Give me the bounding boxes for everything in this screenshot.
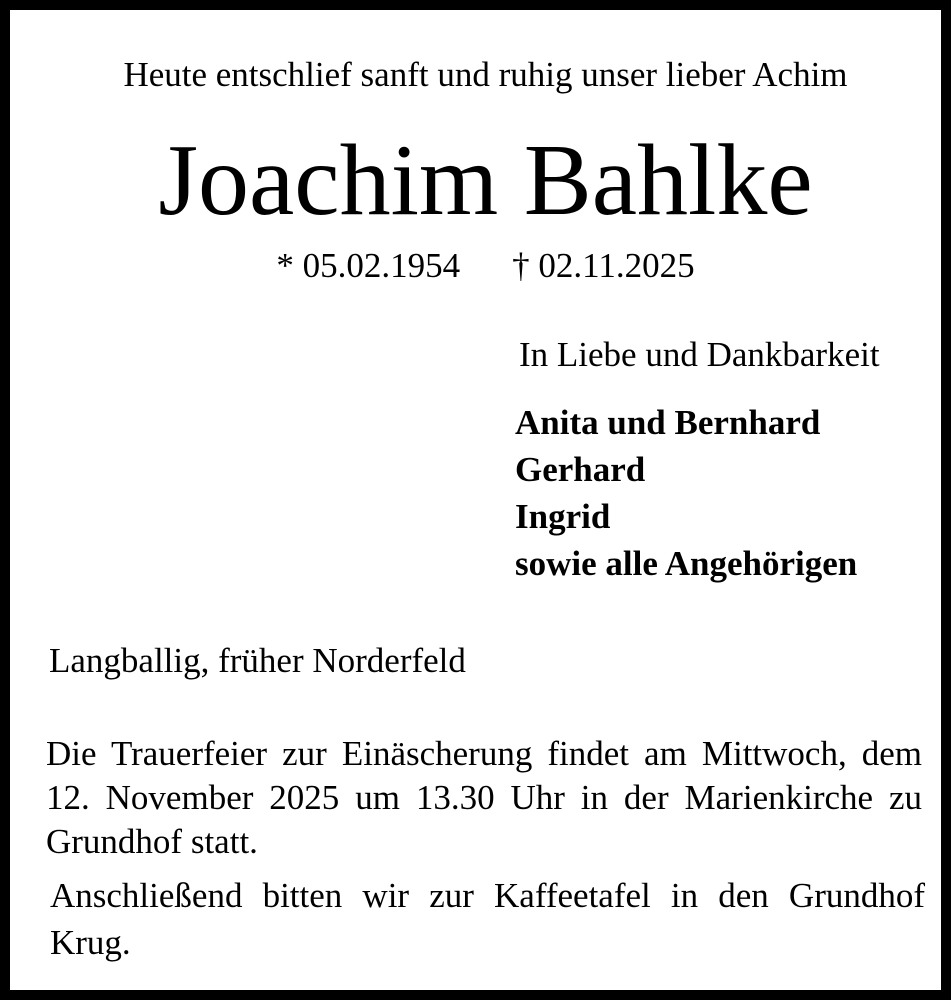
family-member: Gerhard bbox=[515, 450, 646, 489]
thanks-line: In Liebe und Dankbarkeit bbox=[519, 335, 880, 374]
death-date: † 02.11.2025 bbox=[512, 246, 695, 285]
family-member: sowie alle Angehörigen bbox=[515, 544, 858, 583]
coffee-paragraph: Anschließend bitten wir zur Kaffeetafel in den Grundhof Krug. bbox=[50, 876, 925, 962]
intro-line: Heute entschlief sanft und ruhig unser lieber Achim bbox=[123, 55, 848, 94]
family-member: Ingrid bbox=[515, 497, 611, 536]
family-member: Anita und Bernhard bbox=[515, 403, 821, 442]
ceremony-paragraph: Die Trauerfeier zur Einäscherung findet am Mittwoch, dem 12. November 2025 um 13.30 Uhr in der Marienkirche zu Grundhof statt. bbox=[46, 734, 922, 861]
life-dates bbox=[10, 244, 951, 288]
family-list bbox=[515, 399, 857, 587]
deceased-name: Joachim Bahlke bbox=[158, 124, 813, 237]
birth-date: * 05.02.1954 bbox=[276, 246, 461, 285]
place-line: Langballig, früher Norderfeld bbox=[49, 641, 466, 680]
